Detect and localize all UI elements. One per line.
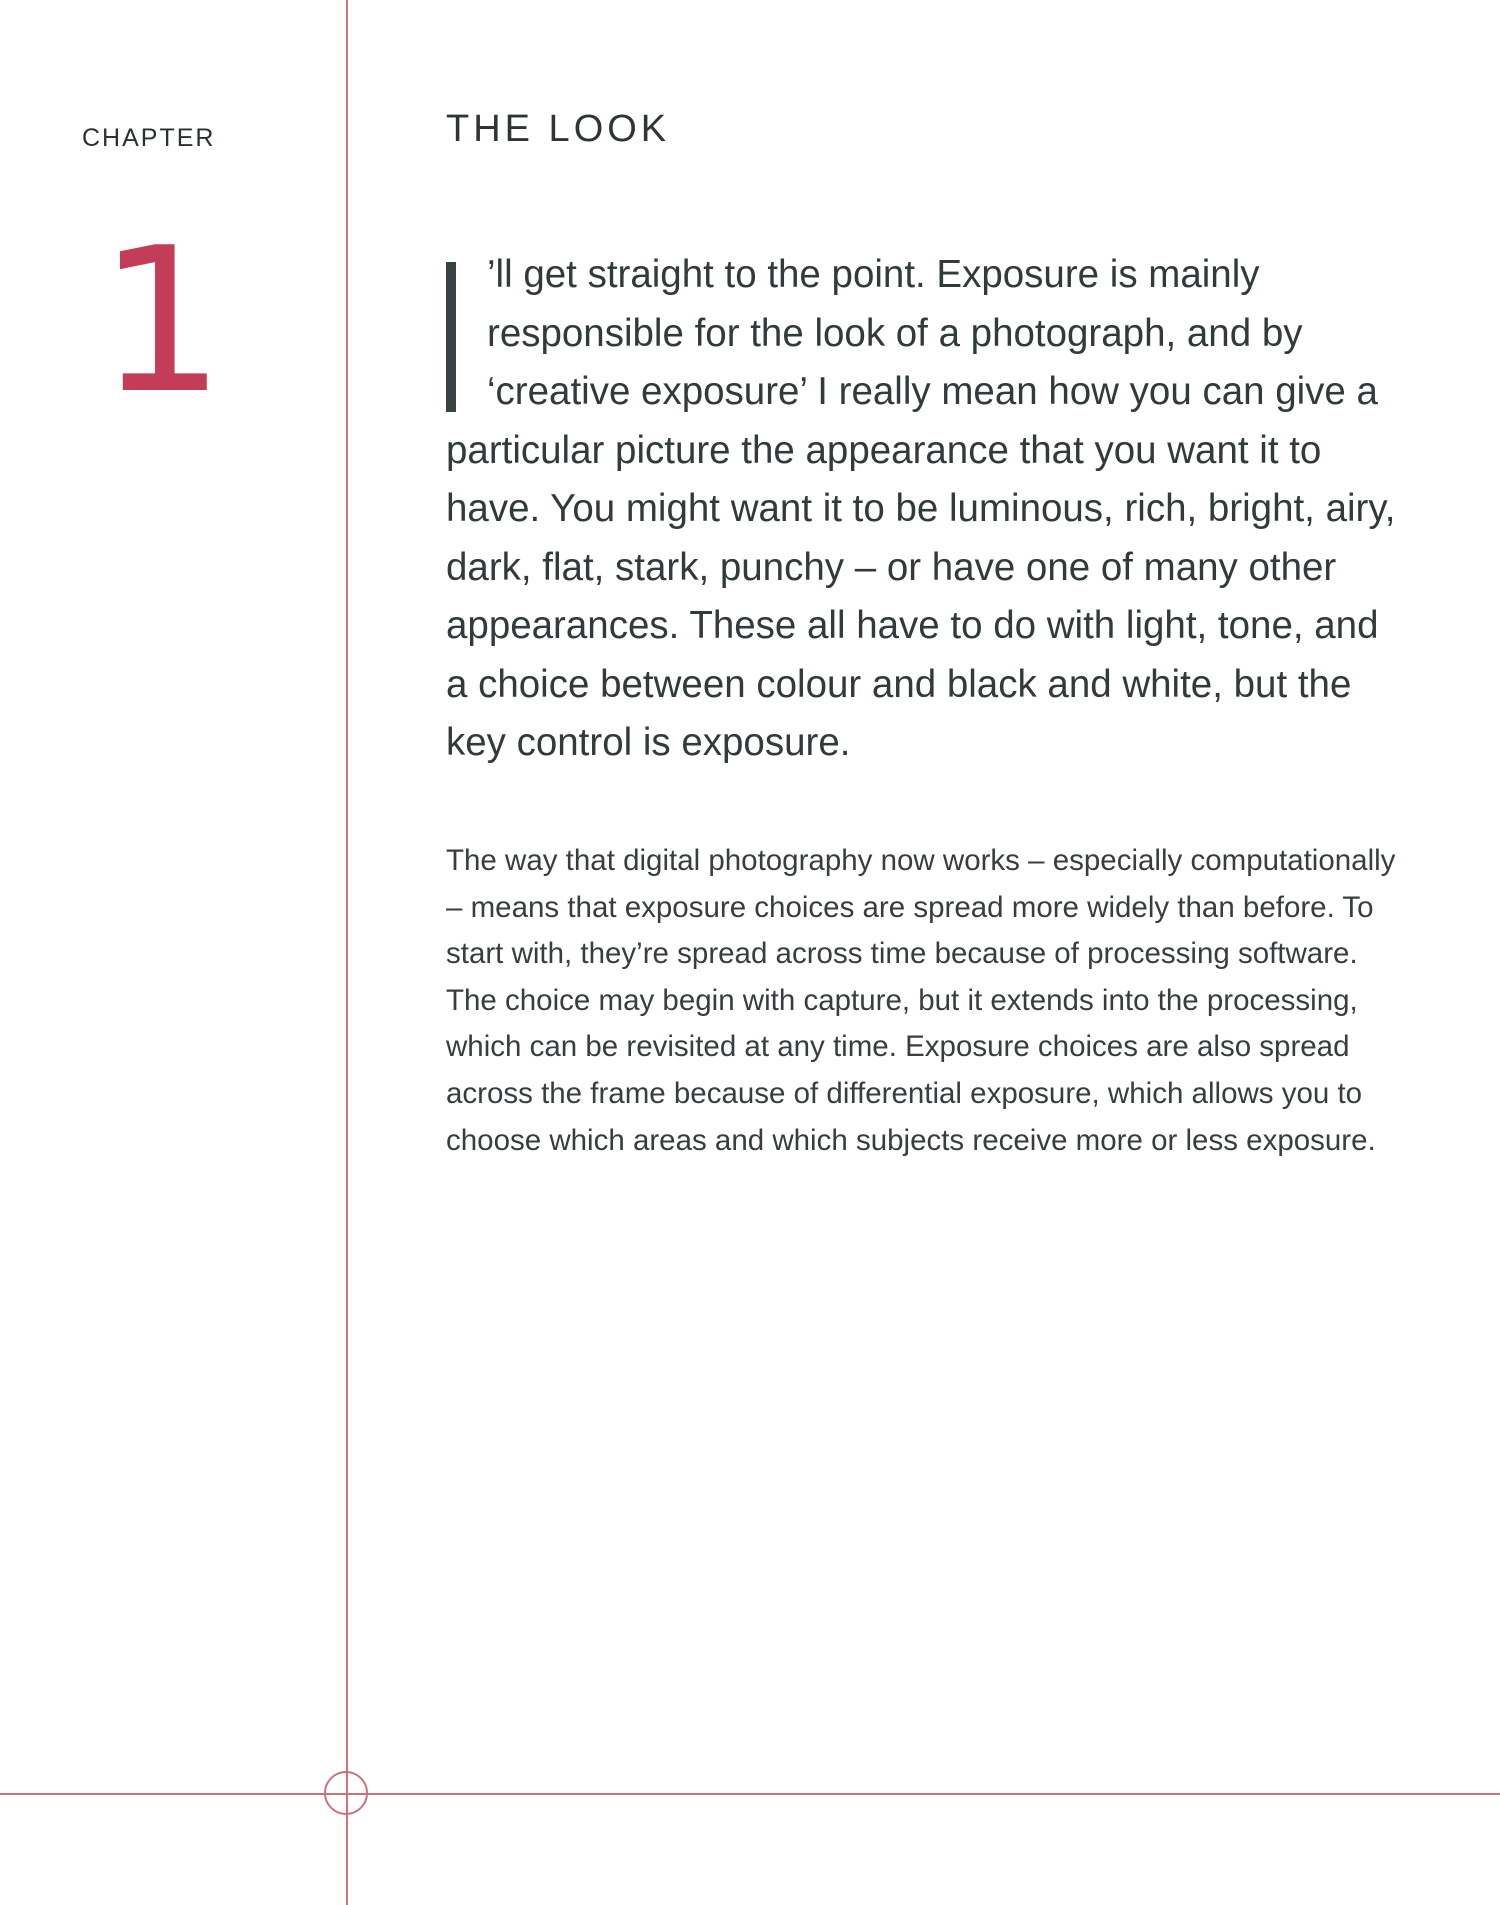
chapter-label: CHAPTER <box>82 124 216 152</box>
margin-rule-horizontal <box>0 1793 1500 1795</box>
crosshair-mark <box>324 1771 368 1815</box>
body-paragraph: The way that digital photography now works – especially computationally – means that exposure choices are spread more widely than before. To start with, they’re spread across time because of processing software. The choice may begin with capture, but it extends into the processing, which can be revisited at any time. Exposure choices are also spread across the frame because of differential exposure, which allows you to choose which areas and which subjects receive more or less exposure. <box>446 844 1396 1157</box>
margin-rule-vertical <box>346 0 348 1905</box>
drop-cap <box>446 262 456 412</box>
chapter-title: THE LOOK <box>446 108 671 150</box>
lead-text: ’ll get straight to the point. Exposure is mainly responsible for the look of a photograph, and by ‘creative exposure’ I really mean how you can give a particular picture the appearance that you want it to have. You might want it to be luminous, rich, bright, airy, dark, flat, stark, punchy – or have one of many other appearances. These all have to do with light, tone, and a choice between colour and black and white, but the key control is exposure. <box>446 253 1396 764</box>
chapter-number: 1 <box>98 205 226 438</box>
lead-paragraph <box>446 246 1396 773</box>
